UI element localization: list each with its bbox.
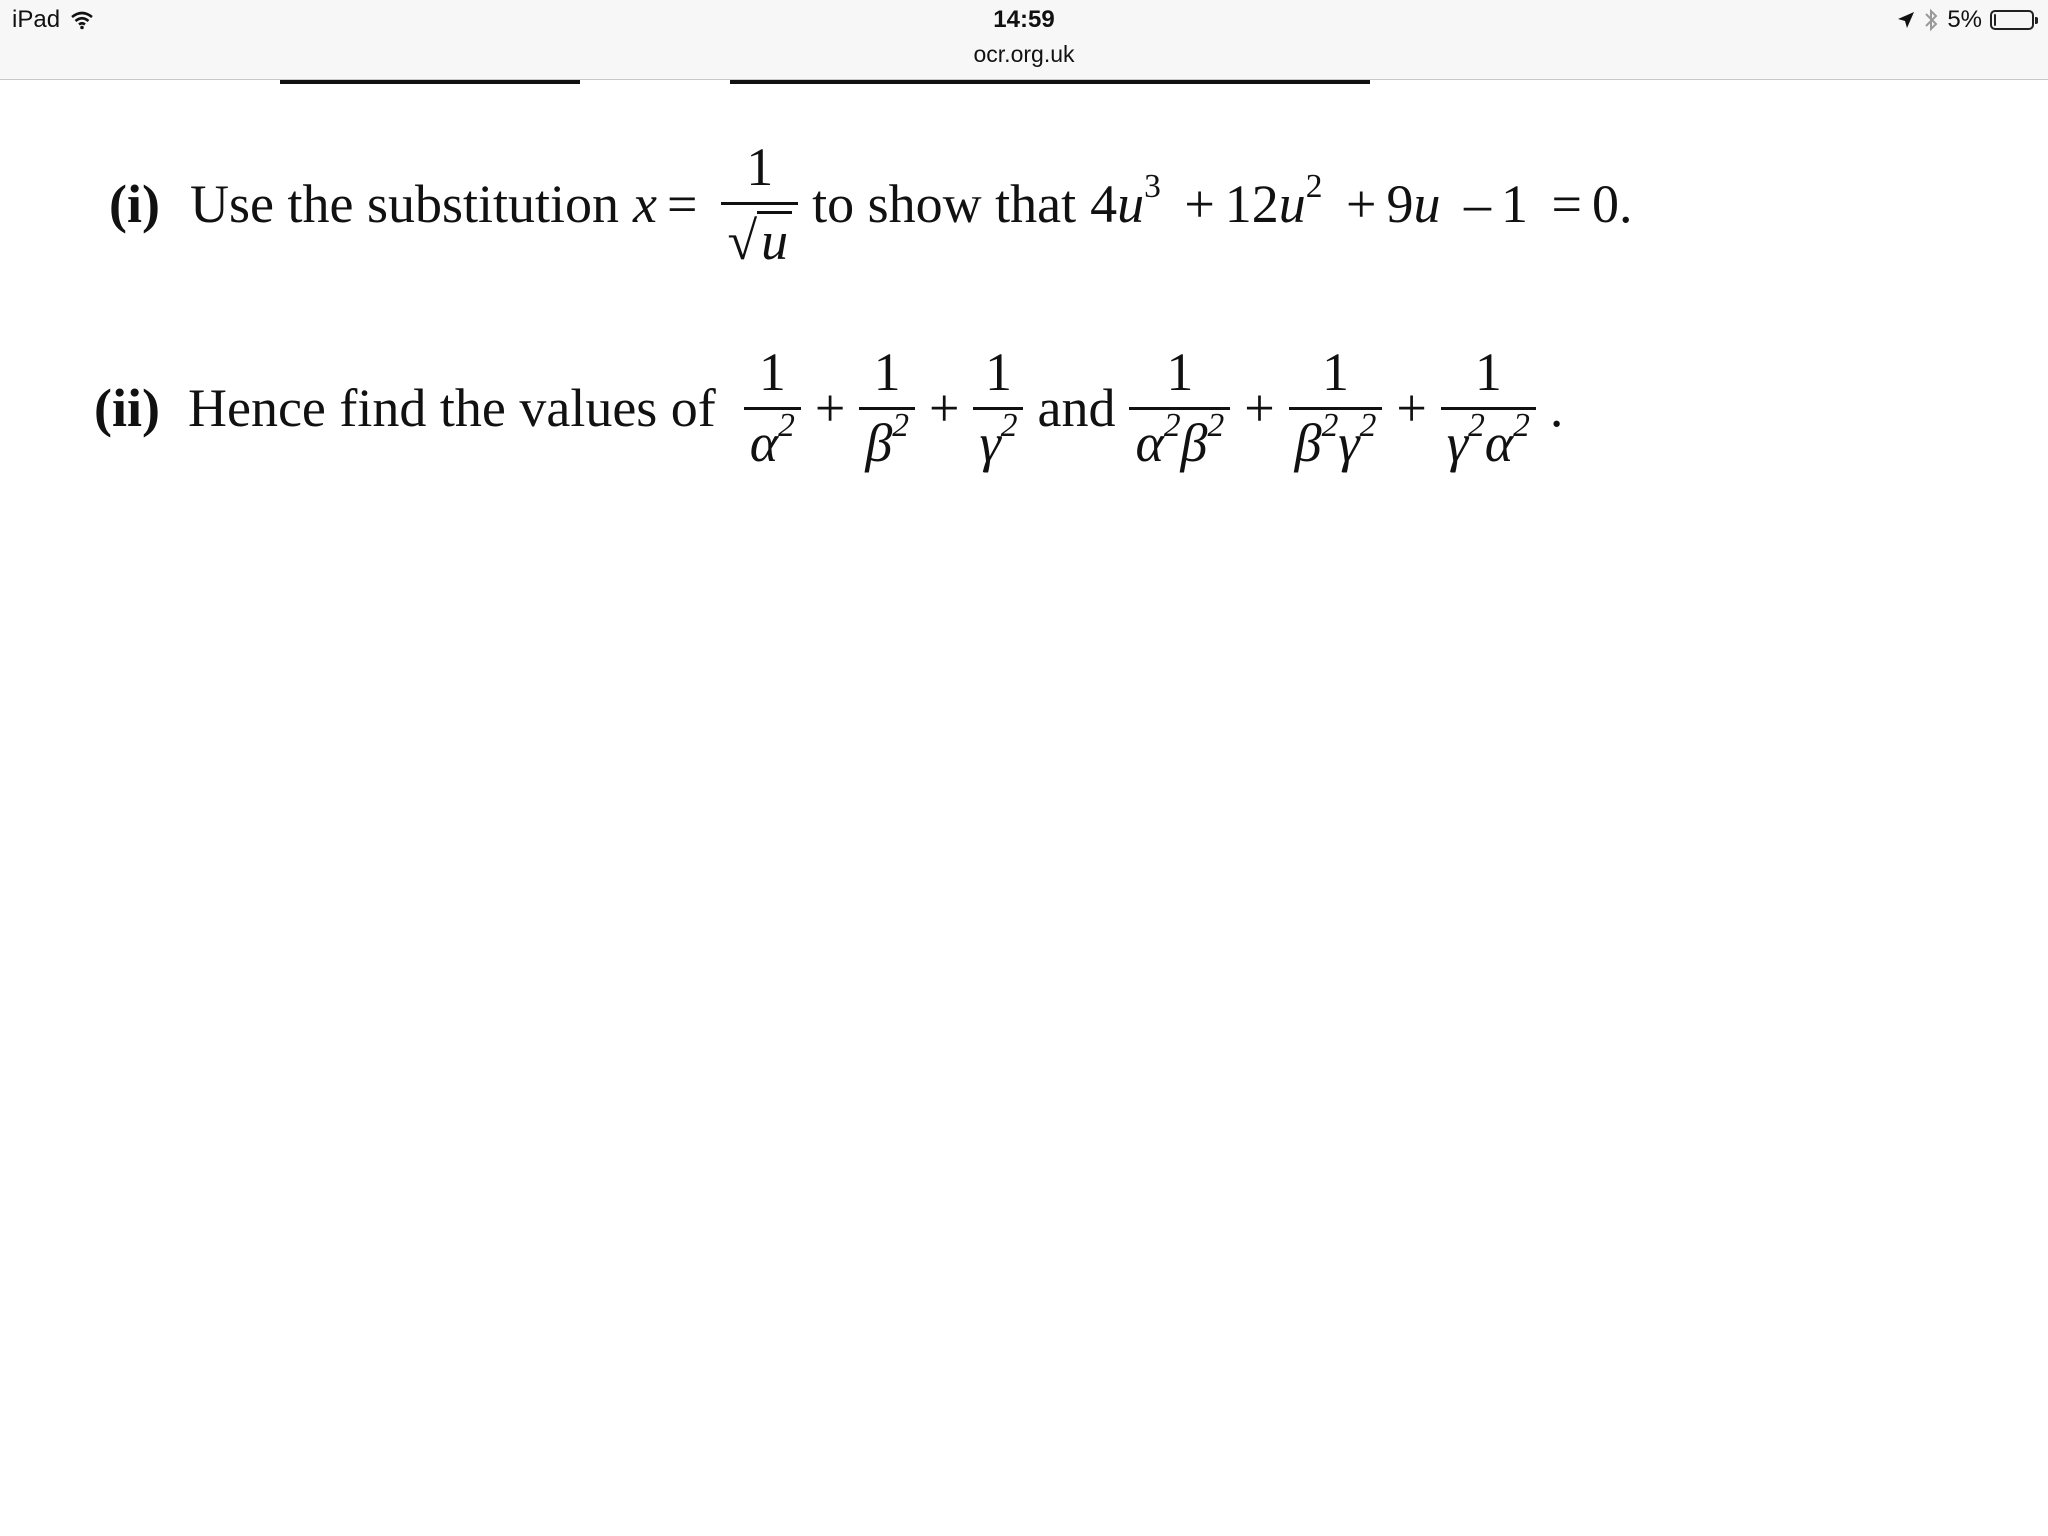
variable-x: x [633,174,657,234]
coefficient: 4 [1090,174,1118,234]
radicand: u [757,211,792,268]
status-bar [0,0,2048,80]
greek-alpha: α [749,413,779,473]
fraction-numerator: 1 [1321,342,1349,402]
variable-u: u [1278,174,1306,234]
fraction-one-over-gamma-squared [973,342,1023,473]
plus-sign: + [1244,377,1275,438]
exponent: 2 [1359,406,1377,444]
exponent: 2 [1207,406,1225,444]
exponent: 2 [1163,406,1181,444]
and-text: and [1037,377,1116,438]
clipped-text-fragment [280,80,580,84]
exponent: 2 [1468,406,1485,444]
equals-sign: = [1551,174,1582,234]
fraction-one-over-alpha-beta-squared [1129,342,1230,473]
instruction-text: Hence find the values of [188,377,716,438]
question-part-ii [0,342,1564,473]
bluetooth-icon [1923,8,1939,32]
part-label: (i) [109,174,160,234]
fraction-numerator: 1 [873,342,901,402]
greek-beta: β [1180,413,1208,473]
coefficient: 12 [1224,174,1279,234]
address-bar-url[interactable]: ocr.org.uk [973,41,1075,67]
variable-u: u [1117,174,1145,234]
equation [1090,167,1633,234]
part-label: (ii) [94,377,160,438]
greek-gamma: γ [1338,413,1360,473]
fraction-one-over-beta-squared [859,342,915,473]
equals-sign: = [666,174,698,234]
location-arrow-icon [1897,11,1915,29]
battery-icon [1990,10,2034,30]
exponent: 2 [778,406,795,444]
fraction-numerator: 1 [746,137,774,197]
device-name: iPad [12,6,61,33]
fraction-numerator: 1 [1474,342,1502,402]
fraction-numerator: 1 [984,342,1012,402]
instruction-text: Use the substitution [190,174,619,234]
exponent: 2 [1321,406,1339,444]
radical-sign: √ [727,211,758,271]
battery-level [1994,14,1996,26]
plus-sign: + [814,377,846,438]
instruction-text: to show that [812,174,1077,234]
greek-gamma: γ [1446,413,1469,473]
period: . [1549,377,1564,438]
fraction-one-over-gamma-alpha-squared [1441,342,1536,473]
exponent: 3 [1144,167,1161,205]
substitution-fraction [721,137,798,271]
clipped-text-fragment [730,80,1370,84]
minus-sign: – [1463,174,1491,234]
greek-beta: β [865,413,893,473]
greek-gamma: γ [979,413,1001,473]
exponent: 2 [1513,406,1530,444]
greek-beta: β [1294,413,1322,473]
fraction-numerator: 1 [1166,342,1194,402]
plus-sign: + [1346,174,1377,234]
coefficient: 9 [1386,174,1414,234]
greek-alpha: α [1135,413,1164,473]
square-root [721,205,798,271]
status-right [1897,6,2034,34]
constant: 0. [1591,174,1633,234]
fraction-numerator: 1 [758,342,786,402]
exponent: 2 [1000,406,1018,444]
plus-sign: + [929,377,960,438]
fraction-one-over-alpha-squared [744,342,801,473]
battery-percent: 5% [1947,6,1982,33]
variable-u: u [1413,174,1441,234]
exponent: 2 [1305,167,1323,205]
greek-alpha: α [1484,413,1514,473]
constant: 1 [1500,174,1528,234]
clock: 14:59 [993,6,1055,33]
question-part-i [0,137,1633,271]
plus-sign: + [1184,174,1215,234]
plus-sign: + [1396,377,1427,438]
exponent: 2 [892,406,909,444]
fraction-one-over-beta-gamma-squared [1289,342,1383,473]
